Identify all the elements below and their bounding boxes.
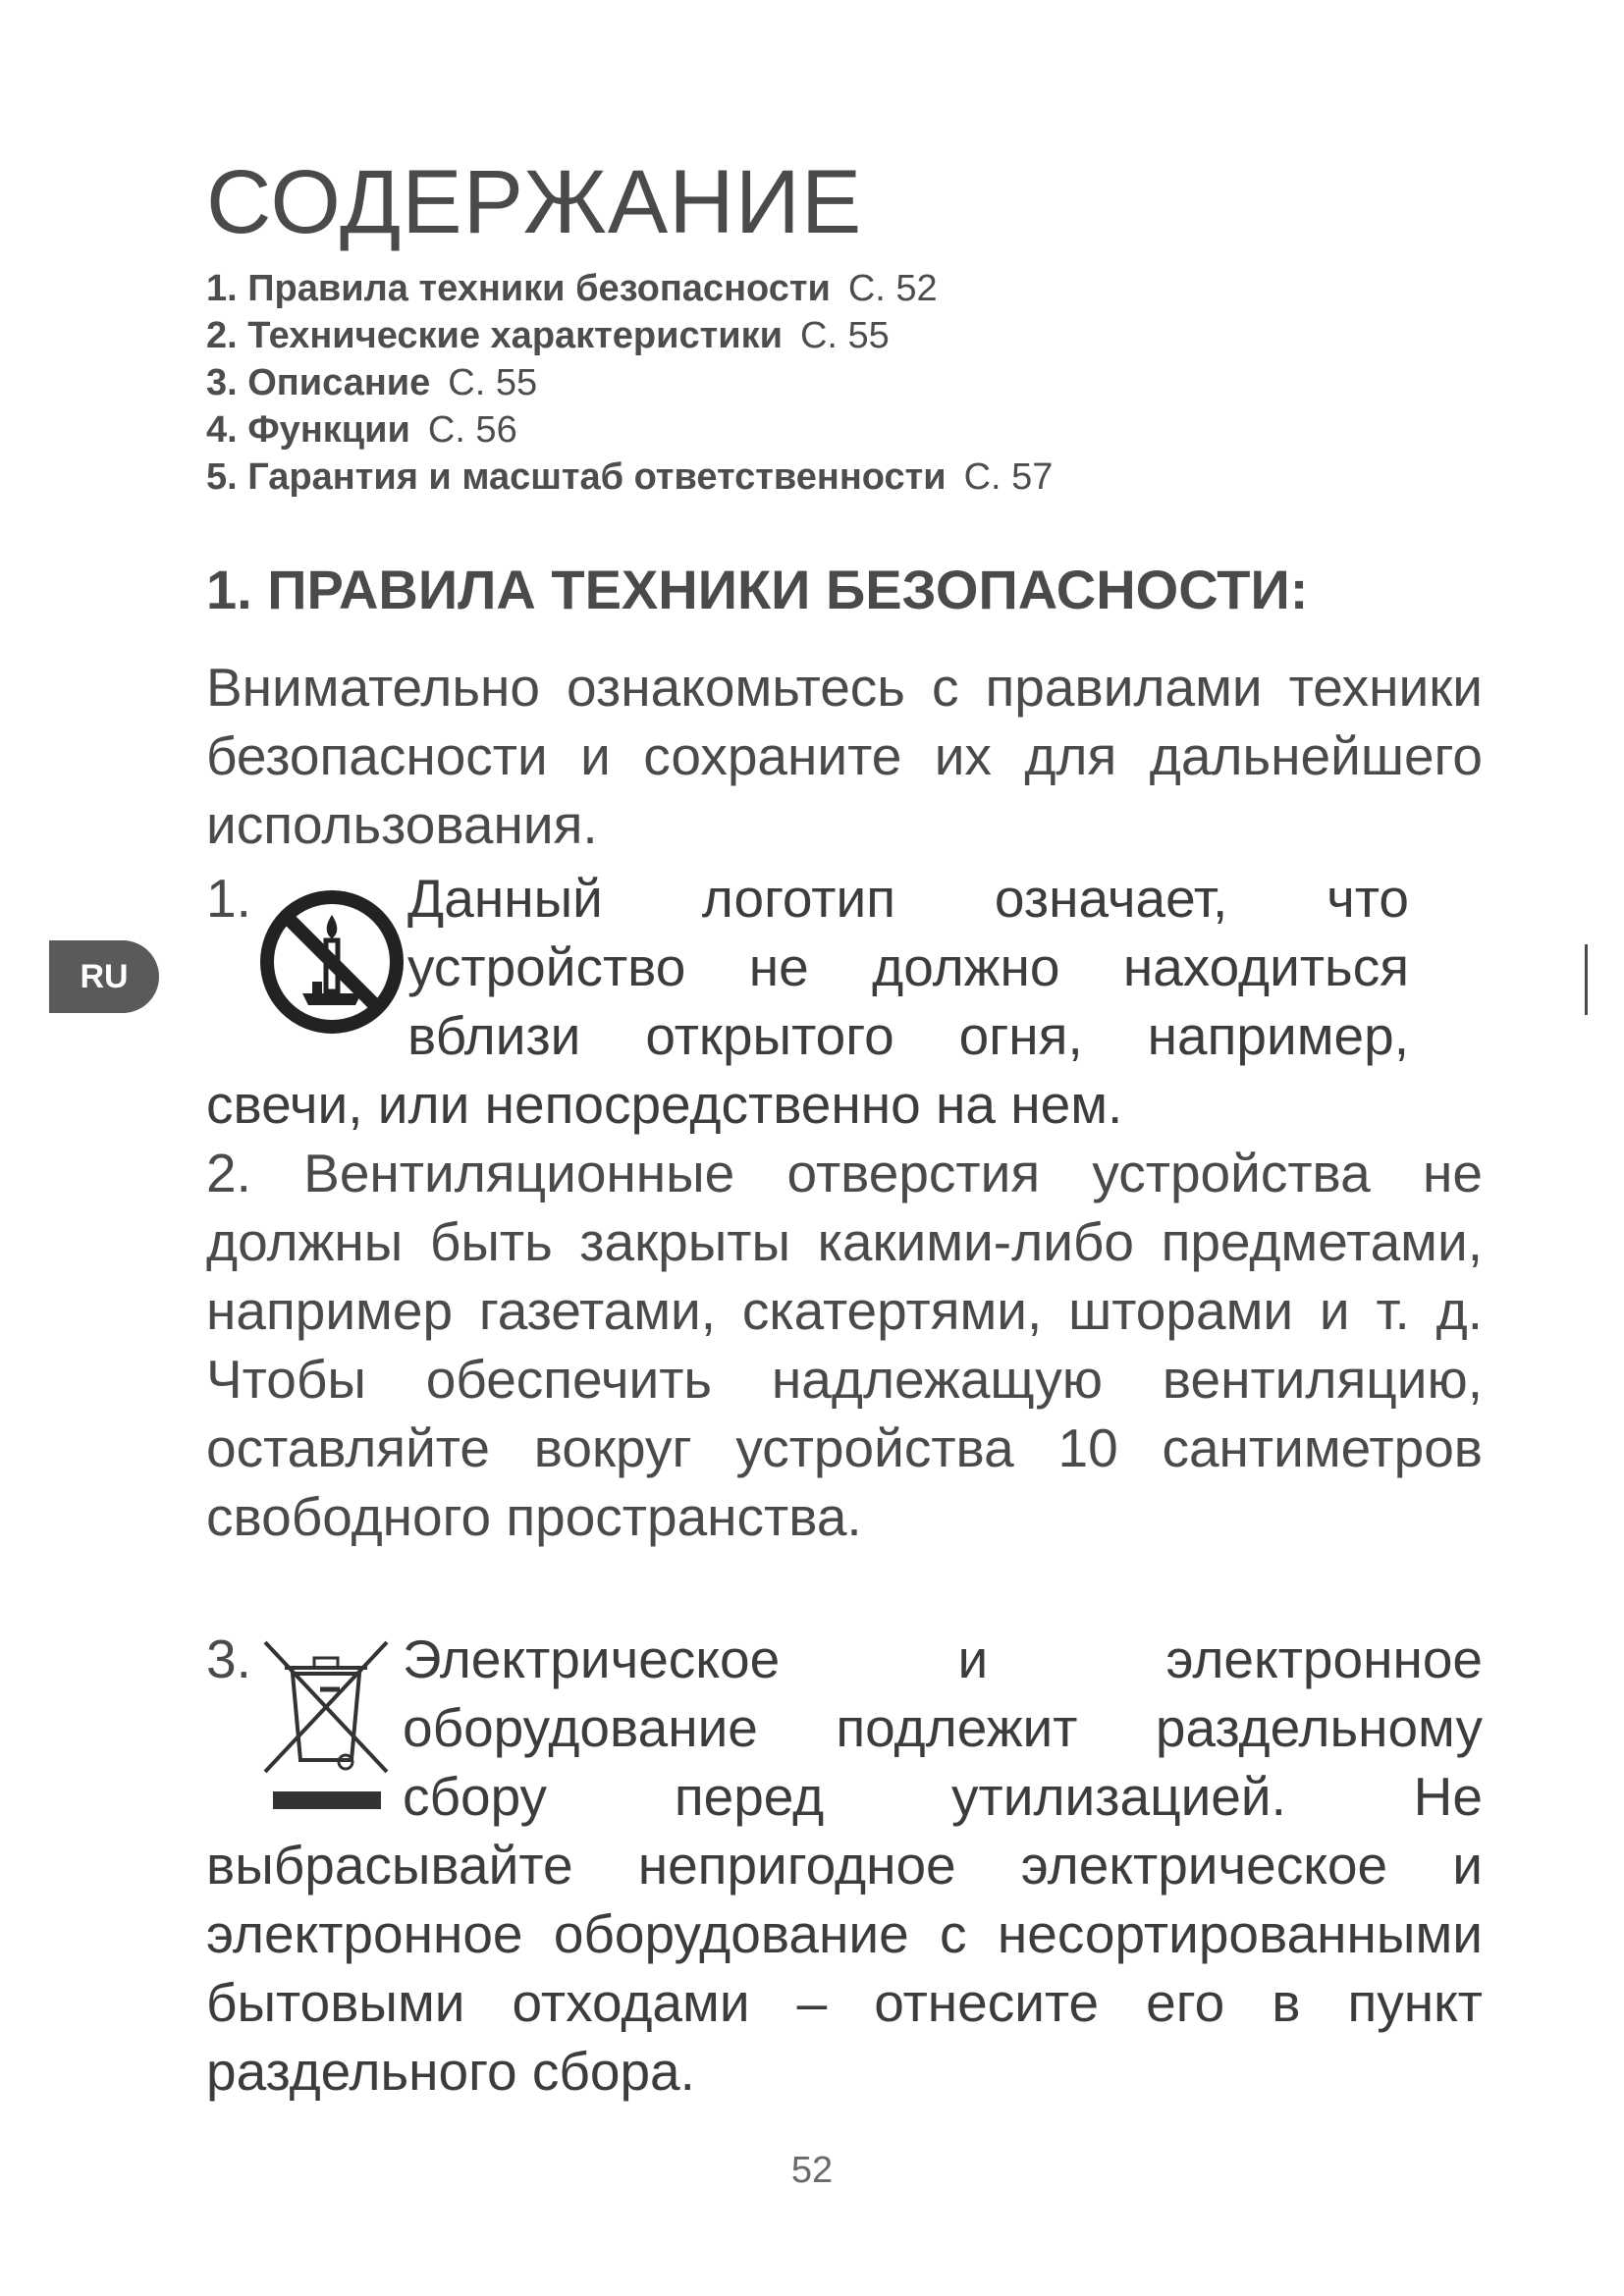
toc-item[interactable]: 2. Технические характеристики С. 55 (206, 315, 890, 356)
item-1-text: свечи, или непосредственно на нем. (206, 1074, 1123, 1135)
page-number: 52 (790, 2150, 834, 2191)
crossed-out-wheelie-bin-icon (257, 1634, 395, 1821)
page-edge-mark (1585, 944, 1588, 1015)
safety-item-1 (206, 864, 1483, 1080)
item-3-lines: Электрическое и электронное оборудование подлежит раздельному сбору перед утилизацией. Не (403, 1629, 1483, 1827)
toc-item[interactable]: 3. Описание С. 55 (206, 362, 538, 403)
item-number: 1. (206, 868, 251, 929)
toc-item[interactable]: 4. Функции С. 56 (206, 409, 517, 451)
section-title: 1. ПРАВИЛА ТЕХНИКИ БЕЗОПАСНОСТИ: (206, 559, 1309, 620)
toc-item[interactable]: 5. Гарантия и масштаб ответственности С. 57 (206, 456, 1054, 498)
safety-item-3 (206, 1625, 1483, 1841)
intro-paragraph: Внимательно ознакомьтесь с правилами техники безопасности и сохраните их для дальнейшего использования. (206, 657, 1483, 855)
item-1-lines: Данный логотип означает, что устройство не должно находиться вблизи открытого огня, например, (407, 868, 1409, 1066)
item-3-text: выбрасывайте непригодное электрическое и электронное оборудование с несортированными бытовыми отходами – отнесите его в пункт раздельного сбора. (206, 1835, 1483, 2102)
item-number: 3. (206, 1629, 251, 1689)
safety-item-2: 2. Вентиляционные отверстия устройства не должны быть закрыты какими-либо предметами, например газетами, скатертями, шторами и т. д. Чтобы обеспечить надлежащую вентиляцию, оставляйте вокруг устройства 10 сантиметров свободного пространства. (206, 1143, 1483, 1547)
no-open-flame-icon (253, 883, 410, 1041)
page-title: СОДЕРЖАНИЕ (206, 152, 863, 252)
table-of-contents (206, 265, 1483, 501)
toc-item[interactable]: 1. Правила техники безопасности С. 52 (206, 268, 938, 309)
language-tab: RU (49, 940, 159, 1013)
